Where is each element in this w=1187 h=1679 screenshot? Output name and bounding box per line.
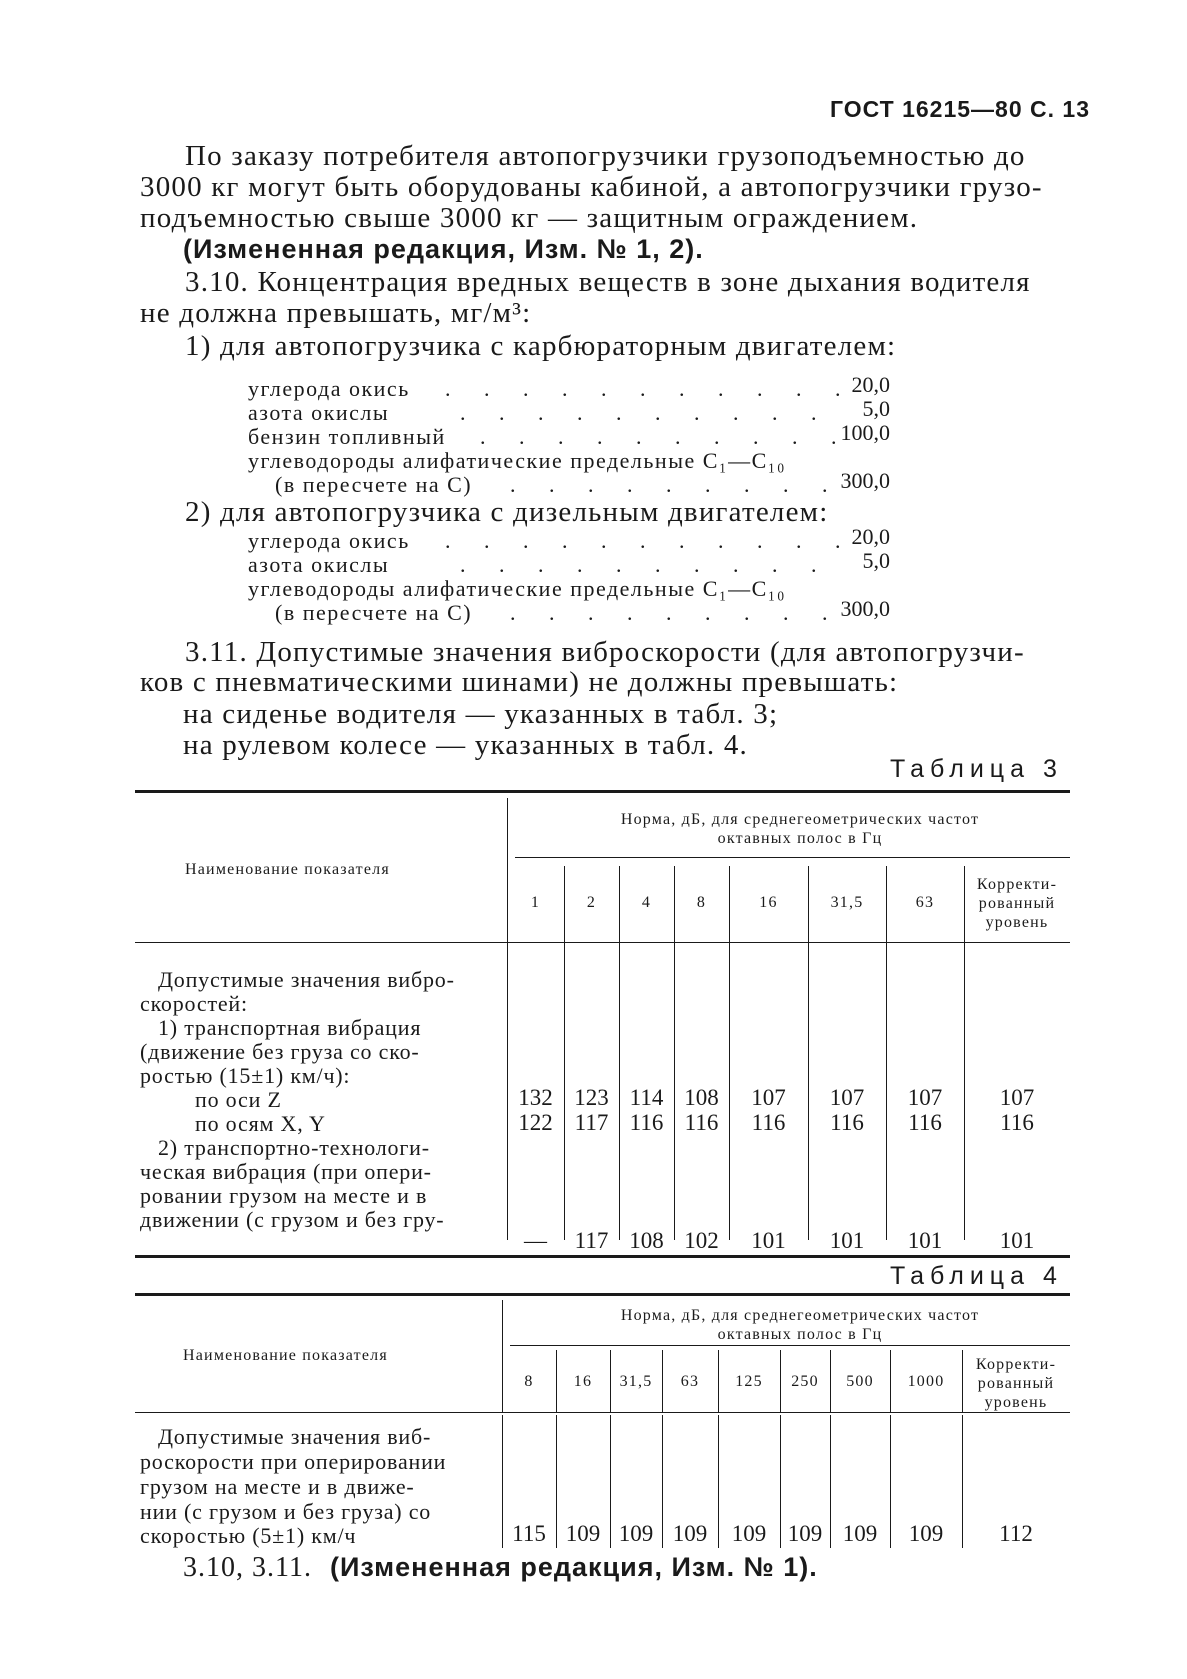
table3-desc: 1) транспортная вибрация: [158, 1015, 422, 1040]
table3-freq: 16: [759, 894, 778, 911]
list1-item-name: углеводороды алифатические предельные C₁—C₁₀: [248, 448, 787, 473]
table4-freq: 8: [524, 1373, 534, 1390]
table4-norm-header-2: октавных полос в Гц: [717, 1326, 883, 1343]
edit-note-2: (Измененная редакция, Изм. № 1).: [330, 1552, 818, 1582]
table3-vline: [729, 866, 730, 1240]
table4-cell: 109: [908, 1521, 944, 1546]
table3-top-rule: [135, 790, 1070, 793]
table3-norm-header-2: октавных полос в Гц: [717, 830, 883, 847]
table4-cell: 109: [787, 1521, 823, 1546]
table3-vline: [886, 866, 887, 1240]
table3-cell: 116: [684, 1110, 719, 1135]
table3-cell: 114: [629, 1085, 664, 1110]
table4-cell: 112: [999, 1521, 1033, 1546]
table3-cell: 107: [829, 1085, 865, 1110]
leader-dots: . . . . . . . . . . .: [445, 376, 855, 401]
table3-cell: 123: [574, 1085, 609, 1110]
edit-note-1: (Измененная редакция, Изм. № 1, 2).: [183, 234, 704, 264]
table3-cell: 116: [830, 1110, 864, 1135]
list1-item-name: бензин топливный: [248, 424, 446, 449]
list2-item-value: 5,0: [862, 548, 890, 573]
list1-item-name: азота окислы: [248, 400, 390, 425]
table3-cell: 117: [574, 1228, 609, 1253]
table3-cell: 102: [684, 1228, 719, 1253]
para1-line1: По заказу потребителя автопогрузчики грузоподъемностью до: [185, 140, 1026, 172]
list1-item-value: 100,0: [840, 420, 890, 445]
table4-desc: нии (с грузом и без груза) со: [140, 1499, 432, 1524]
leader-dots: . . . . . . . . . . .: [445, 528, 855, 553]
table3-header-rule: [135, 942, 1070, 943]
para1-line2: 3000 кг могут быть оборудованы кабиной, а автопогрузчики грузо-: [140, 171, 1043, 203]
table3-freq: 63: [915, 894, 935, 911]
table3-cell: 107: [999, 1085, 1035, 1110]
list1-item-value: 5,0: [862, 396, 890, 421]
table3-vline: [507, 798, 508, 1240]
table3-norm-header-1: Норма, дБ, для среднегеометрических частот: [620, 811, 980, 828]
table4-cell: 109: [731, 1521, 767, 1546]
table4-desc: скоростью (5±1) км/ч: [140, 1523, 357, 1548]
table3-cell: 108: [684, 1085, 719, 1110]
list1-item-name: (в пересчете на С): [275, 472, 473, 497]
table3-desc: (движение без груза со ско-: [140, 1039, 420, 1064]
list1-item-value: 20,0: [851, 372, 890, 397]
s311-line2: ков с пневматическими шинами) не должны превышать:: [140, 666, 899, 698]
table3-freq: 31,5: [830, 894, 864, 911]
s311-line1: 3.11. Допустимые значения виброскорости (для автопогрузчи-: [185, 636, 1025, 668]
table3-caption: Таблица 3: [890, 755, 1063, 783]
list2-title: 2) для автопогрузчика с дизельным двигателем:: [185, 496, 829, 528]
list2-item-name: азота окислы: [248, 552, 390, 577]
table4-freq: 250: [791, 1373, 819, 1390]
leader-dots: . . . . . . . . . .: [460, 400, 831, 425]
table4-sub-rule: [510, 1345, 1070, 1346]
table3-desc: движении (с грузом и без гру-: [140, 1207, 445, 1232]
table3-desc: по оси Z: [195, 1087, 282, 1112]
table3-cell: 117: [574, 1110, 609, 1135]
table3-cell: 116: [908, 1110, 942, 1135]
leader-dots: . . . . . . . . . .: [460, 552, 831, 577]
table3-desc: по осям X, Y: [195, 1111, 326, 1136]
leader-dots: . . . . . . . . .: [510, 472, 842, 497]
table3-sub-rule: [515, 857, 1070, 858]
s310-line1: 3.10. Концентрация вредных веществ в зоне дыхания водителя: [185, 266, 1031, 298]
s310-line2: не должна превышать, мг/м³:: [140, 297, 532, 329]
list2-item-name: углерода окись: [248, 528, 410, 553]
table4-cell: 109: [565, 1521, 601, 1546]
table3-vline: [564, 866, 565, 1240]
leader-dots: . . . . . . . . .: [510, 600, 842, 625]
table3-freq: 2: [586, 894, 597, 911]
table4-freq: 63: [680, 1373, 700, 1390]
table4-name-header: Наименование показателя: [183, 1347, 388, 1364]
table3-cell: 101: [829, 1228, 865, 1253]
table3-cell: 132: [518, 1085, 553, 1110]
table3-corrected-1: Корректи-: [976, 876, 1058, 893]
list1-title: 1) для автопогрузчика с карбюраторным двигателем:: [185, 330, 897, 362]
table3-desc: Допустимые значения вибро-: [158, 967, 455, 992]
s311-line4: на рулевом колесе — указанных в табл. 4.: [183, 729, 748, 761]
table3-cell: 107: [751, 1085, 786, 1110]
table4-freq: 16: [573, 1373, 593, 1390]
table4-cell: 109: [618, 1521, 654, 1546]
table3-corrected-3: уровень: [985, 914, 1049, 931]
table4-cell: 109: [672, 1521, 708, 1546]
table3-cell: —: [524, 1228, 547, 1253]
table4-top-rule: [135, 1293, 1070, 1296]
table3-cell: 108: [629, 1228, 664, 1253]
table4-freq: 1000: [907, 1373, 945, 1390]
table4-corrected-1: Корректи-: [975, 1356, 1057, 1373]
table4-cell: 115: [512, 1521, 546, 1546]
table3-corrected-2: рованный: [978, 895, 1056, 912]
table4-vline: [502, 1300, 503, 1412]
list2-item-value: 20,0: [851, 524, 890, 549]
table4-desc: грузом на месте и в движе-: [140, 1474, 415, 1499]
list2-item-name: углеводороды алифатические предельные C₁—C₁₀: [248, 576, 787, 601]
table4-caption: Таблица 4: [890, 1262, 1063, 1290]
table3-bottom-rule: [135, 1255, 1070, 1258]
table3-cell: 101: [907, 1228, 943, 1253]
list1-item-name: углерода окись: [248, 376, 410, 401]
table4-cell: 109: [842, 1521, 878, 1546]
table3-desc: ческая вибрация (при опери-: [140, 1159, 432, 1184]
list2-item-name: (в пересчете на С): [275, 600, 473, 625]
table3-cell: 107: [907, 1085, 943, 1110]
table4-desc: роскорости при оперировании: [140, 1449, 447, 1474]
table3-desc: ровании грузом на месте и в: [140, 1183, 428, 1208]
table3-vline: [619, 866, 620, 1240]
table4-desc: Допустимые значения виб-: [158, 1424, 432, 1449]
table4-corrected-3: уровень: [984, 1394, 1048, 1411]
table3-cell: 116: [751, 1110, 786, 1135]
edit-note-2-number: 3.10, 3.11.: [183, 1552, 312, 1583]
table3-vline: [808, 866, 809, 1240]
table4-freq: 125: [735, 1373, 763, 1390]
table3-desc: скоростей:: [140, 991, 248, 1016]
page-header: ГОСТ 16215—80 С. 13: [830, 96, 1091, 122]
table3-cell: 122: [518, 1110, 553, 1135]
leader-dots: . . . . . . . . . .: [480, 424, 851, 449]
table3-cell: 101: [751, 1228, 786, 1253]
table4-norm-header-1: Норма, дБ, для среднегеометрических частот: [620, 1307, 980, 1324]
list1-item-value: 300,0: [840, 468, 890, 493]
table3-vline: [674, 866, 675, 1240]
list2-item-value: 300,0: [840, 596, 890, 621]
table3-freq: 8: [696, 894, 707, 911]
table3-desc: ростью (15±1) км/ч):: [140, 1063, 351, 1088]
table3-freq: 4: [641, 894, 652, 911]
table3-cell: 116: [1000, 1110, 1034, 1135]
table4-corrected-2: рованный: [977, 1375, 1055, 1392]
table4-header-rule: [135, 1412, 1070, 1413]
table4-freq: 31,5: [619, 1373, 653, 1390]
table3-desc: 2) транспортно-технологи-: [158, 1135, 430, 1160]
table3-cell: 101: [999, 1228, 1035, 1253]
para1-line3: подъемностью свыше 3000 кг — защитным ограждением.: [140, 202, 919, 234]
table4-freq: 500: [846, 1373, 874, 1390]
table3-cell: 116: [629, 1110, 664, 1135]
table3-name-header: Наименование показателя: [185, 861, 390, 878]
s311-line3: на сиденье водителя — указанных в табл. 3;: [183, 698, 779, 730]
table3-freq: 1: [530, 894, 541, 911]
